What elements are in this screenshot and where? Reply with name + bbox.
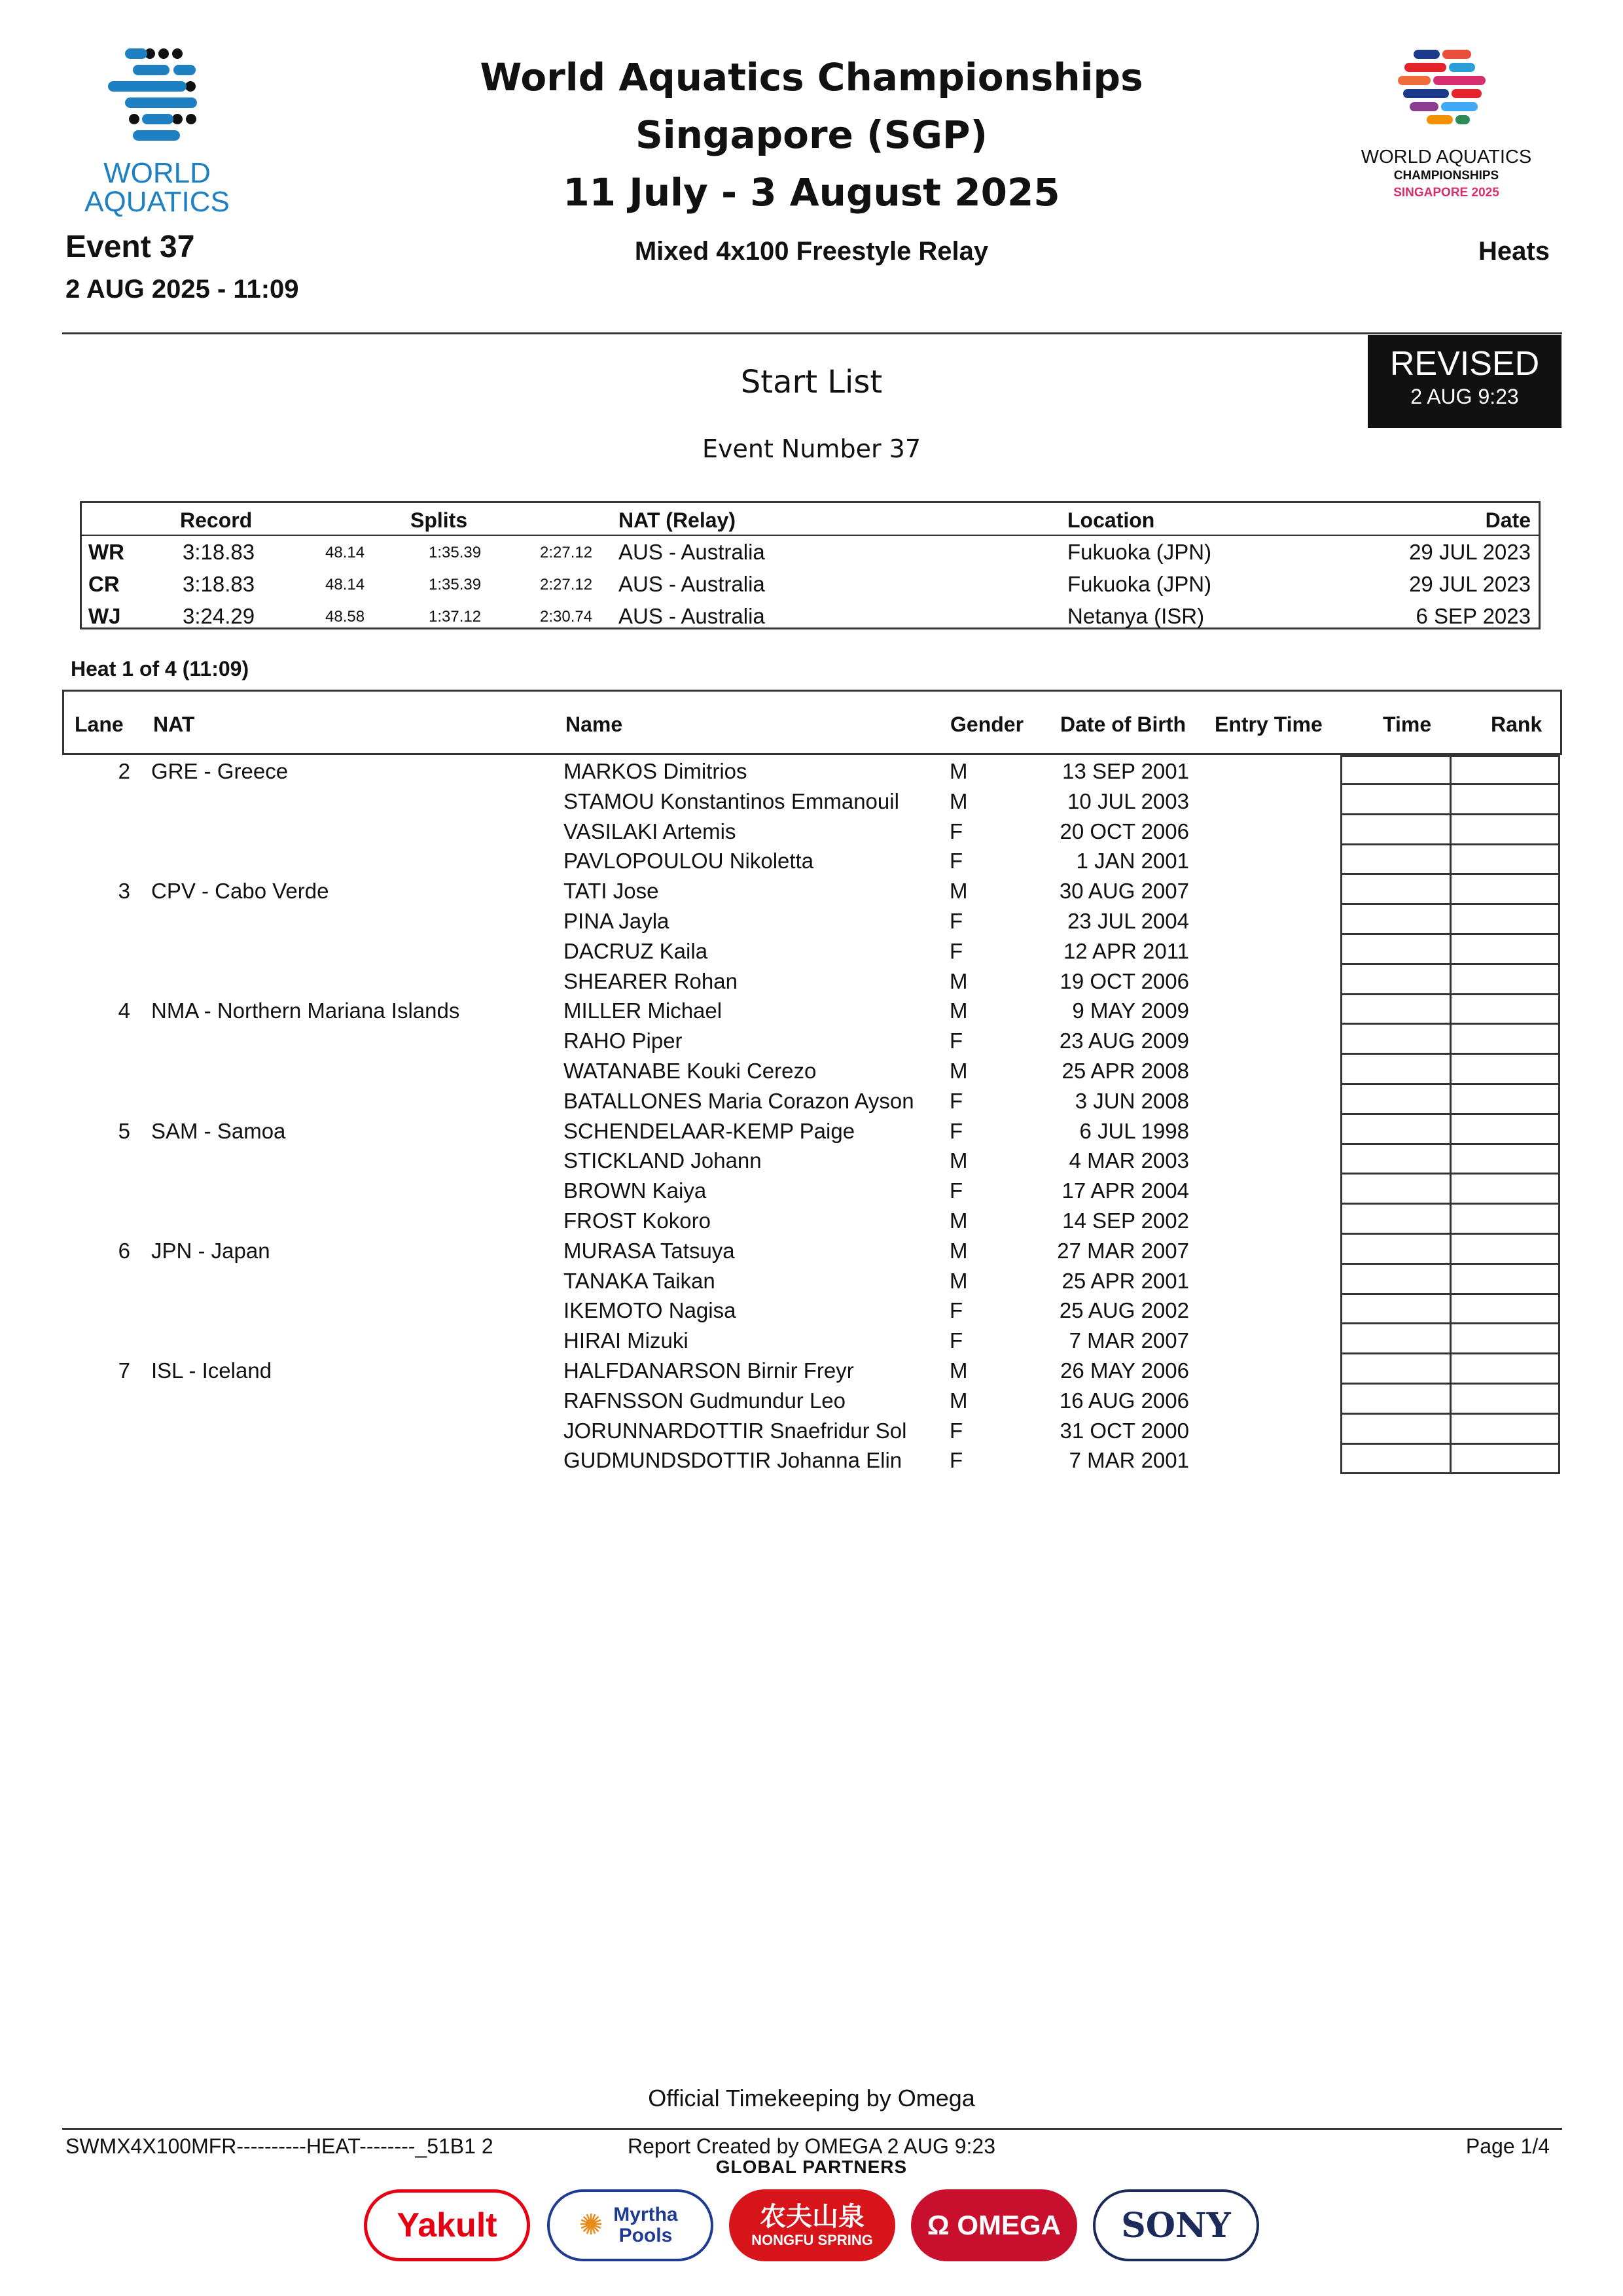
athlete-row <box>62 1294 1562 1324</box>
result-cells <box>1340 1235 1560 1265</box>
world-aquatics-mark-icon <box>62 44 252 156</box>
athlete-name: PAVLOPOULOU Nikoletta <box>563 849 814 874</box>
athlete-dob: 25 APR 2008 <box>1061 1059 1189 1083</box>
result-cell-divider <box>1450 757 1452 783</box>
header-lane: Lane <box>75 713 124 736</box>
athlete-name: BROWN Kaiya <box>563 1178 707 1203</box>
result-cell-divider <box>1450 1174 1452 1203</box>
athlete-dob: 4 MAR 2003 <box>1069 1148 1189 1173</box>
lane-number: 3 <box>118 879 130 904</box>
result-cell-divider <box>1450 1354 1452 1383</box>
result-cell-divider <box>1450 1294 1452 1322</box>
record-split-2: 1:35.39 <box>429 576 482 593</box>
athlete-row <box>62 905 1562 935</box>
athlete-gender: F <box>950 938 963 963</box>
record-split-3: 2:30.74 <box>540 608 593 626</box>
result-cells <box>1340 1265 1560 1295</box>
athlete-dob: 31 OCT 2000 <box>1060 1418 1189 1443</box>
header-entry-time: Entry Time <box>1215 713 1323 736</box>
athlete-gender: M <box>950 1059 968 1083</box>
result-cell-divider <box>1450 1444 1452 1472</box>
record-split-2: 1:37.12 <box>429 608 482 626</box>
sponsor-omega-text: Ω OMEGA <box>927 2210 1061 2240</box>
result-cells <box>1340 935 1560 965</box>
result-cell-divider <box>1450 1265 1452 1293</box>
sponsor-sony-logo <box>1093 2189 1259 2261</box>
result-cell-divider <box>1450 1324 1452 1352</box>
athlete-row <box>62 1115 1562 1145</box>
athlete-gender: M <box>950 759 968 783</box>
timekeeping-note: Official Timekeeping by Omega <box>648 2085 975 2111</box>
athlete-gender: F <box>950 1178 963 1203</box>
athlete-dob: 12 APR 2011 <box>1063 938 1189 963</box>
page-number: Page 1/4 <box>1465 2134 1550 2158</box>
athlete-name: HALFDANARSON Birnir Freyr <box>563 1358 854 1383</box>
athlete-name: IKEMOTO Nagisa <box>563 1298 736 1323</box>
athlete-gender: F <box>950 819 963 843</box>
athlete-row <box>62 1265 1562 1295</box>
team-nat: SAM - Samoa <box>151 1118 286 1143</box>
athlete-gender: M <box>950 998 968 1023</box>
sponsor-yakult-logo <box>364 2189 530 2261</box>
header-rank: Rank <box>1491 713 1543 736</box>
records-header-splits: Splits <box>410 508 468 532</box>
athlete-dob: 27 MAR 2007 <box>1057 1238 1189 1263</box>
lane-number: 4 <box>118 998 130 1023</box>
athlete-row <box>62 1324 1562 1354</box>
record-date: 6 SEP 2023 <box>1416 604 1531 628</box>
result-cell-divider <box>1450 1115 1452 1143</box>
record-time: 3:18.83 <box>183 540 255 564</box>
champ-logo-line-2: CHAMPIONSHIPS <box>1393 169 1499 183</box>
result-cells <box>1340 755 1560 785</box>
team-nat: GRE - Greece <box>151 759 289 783</box>
heat-title: Heat 1 of 4 (11:09) <box>71 657 249 680</box>
result-cell-divider <box>1450 875 1452 903</box>
result-cell-divider <box>1450 815 1452 843</box>
result-cells <box>1340 815 1560 845</box>
athlete-name: JORUNNARDOTTIR Snaefridur Sol <box>563 1418 907 1443</box>
result-cells <box>1340 905 1560 935</box>
athlete-dob: 23 AUG 2009 <box>1059 1029 1189 1053</box>
athlete-name: BATALLONES Maria Corazon Ayson <box>563 1088 914 1113</box>
result-cells <box>1340 995 1560 1025</box>
record-date: 29 JUL 2023 <box>1409 572 1531 596</box>
athlete-gender: F <box>950 1448 963 1473</box>
champ-logo-line-3: SINGAPORE 2025 <box>1393 186 1499 200</box>
championship-location: Singapore (SGP) <box>635 113 988 157</box>
athlete-gender: F <box>950 1298 963 1323</box>
result-cell-divider <box>1450 1025 1452 1053</box>
championships-mark-icon <box>1335 44 1558 143</box>
result-cell-divider <box>1450 1055 1452 1083</box>
record-row <box>82 567 1539 598</box>
athlete-name: SHEARER Rohan <box>563 968 738 993</box>
event-name: Mixed 4x100 Freestyle Relay <box>634 237 989 266</box>
athlete-gender: M <box>950 968 968 993</box>
result-cells <box>1340 1144 1560 1174</box>
record-nat: AUS - Australia <box>618 604 765 628</box>
sponsor-omega-logo <box>911 2189 1077 2261</box>
record-split-3: 2:27.12 <box>540 576 593 593</box>
result-cell-divider <box>1450 935 1452 963</box>
result-cell-divider <box>1450 1144 1452 1173</box>
championship-title-block <box>419 48 1204 221</box>
athlete-name: RAHO Piper <box>563 1029 683 1053</box>
athlete-dob: 20 OCT 2006 <box>1060 819 1189 843</box>
result-cells <box>1340 1415 1560 1445</box>
record-split-1: 48.14 <box>325 544 365 561</box>
revised-badge <box>1368 335 1561 428</box>
record-nat: AUS - Australia <box>618 540 765 564</box>
event-datetime: 2 AUG 2025 - 11:09 <box>65 275 299 304</box>
athlete-row <box>62 1444 1562 1474</box>
revised-label: REVISED <box>1389 345 1540 383</box>
record-row <box>82 599 1539 630</box>
result-cells <box>1340 785 1560 815</box>
result-cells <box>1340 1025 1560 1055</box>
records-header-record: Record <box>180 508 253 532</box>
revised-timestamp: 2 AUG 9:23 <box>1410 385 1519 408</box>
team-nat: ISL - Iceland <box>151 1358 272 1383</box>
records-header <box>82 503 1539 536</box>
result-cells <box>1340 965 1560 995</box>
athlete-dob: 16 AUG 2006 <box>1059 1388 1189 1413</box>
sponsor-yakult-text: Yakult <box>397 2206 497 2244</box>
athlete-dob: 10 JUL 2003 <box>1067 788 1189 813</box>
athlete-name: MARKOS Dimitrios <box>563 759 747 783</box>
result-cells <box>1340 1324 1560 1354</box>
athlete-name: MURASA Tatsuya <box>563 1238 735 1263</box>
athlete-row <box>62 1025 1562 1055</box>
athlete-dob: 25 APR 2001 <box>1061 1268 1189 1293</box>
start-list-title: Start List <box>740 364 883 400</box>
result-cells <box>1340 1174 1560 1205</box>
result-cells <box>1340 1085 1560 1115</box>
report-created: Report Created by OMEGA 2 AUG 9:23 <box>627 2134 996 2158</box>
athlete-row <box>62 815 1562 845</box>
record-split-3: 2:27.12 <box>540 544 593 561</box>
partners-title: GLOBAL PARTNERS <box>715 2157 908 2177</box>
athlete-gender: M <box>950 1268 968 1293</box>
result-cell-divider <box>1450 965 1452 993</box>
athlete-row <box>62 1085 1562 1115</box>
athlete-gender: M <box>950 1209 968 1233</box>
athlete-row <box>62 935 1562 965</box>
result-cell-divider <box>1450 995 1452 1023</box>
lane-number: 5 <box>118 1118 130 1143</box>
athlete-gender: M <box>950 1148 968 1173</box>
records-header-nat: NAT (Relay) <box>618 508 736 532</box>
lane-number: 6 <box>118 1238 130 1263</box>
athlete-dob: 7 MAR 2007 <box>1069 1328 1189 1353</box>
record-code: WR <box>88 540 124 564</box>
sponsor-nongfu-logo <box>729 2189 895 2261</box>
result-cell-divider <box>1450 1385 1452 1413</box>
championship-dates: 11 July - 3 August 2025 <box>563 170 1060 215</box>
athlete-dob: 14 SEP 2002 <box>1062 1209 1189 1233</box>
athlete-gender: M <box>950 1238 968 1263</box>
result-cell-divider <box>1450 785 1452 813</box>
athlete-row <box>62 845 1562 875</box>
athlete-gender: F <box>950 1088 963 1113</box>
athlete-row <box>62 995 1562 1025</box>
header-nat: NAT <box>153 713 195 736</box>
athlete-gender: M <box>950 1388 968 1413</box>
result-cells <box>1340 1354 1560 1385</box>
footer-divider <box>62 2128 1562 2130</box>
record-split-1: 48.14 <box>325 576 365 593</box>
athlete-gender: F <box>950 909 963 933</box>
athlete-name: TATI Jose <box>563 879 659 904</box>
record-time: 3:24.29 <box>183 604 255 628</box>
team-nat: CPV - Cabo Verde <box>151 879 329 904</box>
result-cells <box>1340 875 1560 905</box>
athlete-name: FROST Kokoro <box>563 1209 711 1233</box>
athlete-row <box>62 1235 1562 1265</box>
athlete-dob: 9 MAY 2009 <box>1072 998 1189 1023</box>
athlete-dob: 7 MAR 2001 <box>1069 1448 1189 1473</box>
athlete-name: MILLER Michael <box>563 998 722 1023</box>
start-list-header <box>62 690 1562 755</box>
header-dob: Date of Birth <box>1060 713 1186 736</box>
athlete-name: HIRAI Mizuki <box>563 1328 688 1353</box>
athlete-dob: 25 AUG 2002 <box>1059 1298 1189 1323</box>
athlete-name: RAFNSSON Gudmundur Leo <box>563 1388 846 1413</box>
record-split-1: 48.58 <box>325 608 365 626</box>
athlete-dob: 30 AUG 2007 <box>1059 879 1189 904</box>
wa-logo-word-1: WORLD <box>103 157 211 189</box>
athlete-row <box>62 755 1562 785</box>
athlete-row <box>62 1205 1562 1235</box>
champ-logo-line-1: WORLD AQUATICS <box>1361 147 1532 168</box>
athlete-name: DACRUZ Kaila <box>563 938 708 963</box>
result-cells <box>1340 1385 1560 1415</box>
result-cells <box>1340 1115 1560 1145</box>
result-cell-divider <box>1450 1205 1452 1233</box>
lane-number: 2 <box>118 759 130 783</box>
result-cells <box>1340 1055 1560 1085</box>
header-name: Name <box>565 713 623 736</box>
athlete-gender: M <box>950 1358 968 1383</box>
athlete-name: TANAKA Taikan <box>563 1268 715 1293</box>
report-code: SWMX4X100MFR----------HEAT--------_51B1 2 <box>65 2134 493 2158</box>
athlete-gender: M <box>950 879 968 904</box>
event-number: Event Number 37 <box>702 434 921 463</box>
event-phase: Heats <box>1478 237 1550 266</box>
championship-name: World Aquatics Championships <box>480 55 1143 99</box>
athlete-row <box>62 1385 1562 1415</box>
record-date: 29 JUL 2023 <box>1409 540 1531 564</box>
championships-logo <box>1335 44 1558 208</box>
athlete-name: WATANABE Kouki Cerezo <box>563 1059 817 1083</box>
athlete-dob: 17 APR 2004 <box>1061 1178 1189 1203</box>
athlete-dob: 19 OCT 2006 <box>1060 968 1189 993</box>
record-location: Fukuoka (JPN) <box>1067 540 1212 564</box>
athlete-gender: M <box>950 788 968 813</box>
sponsor-sony-text: SONY <box>1121 2205 1231 2246</box>
athlete-gender: F <box>950 849 963 874</box>
athlete-row <box>62 1354 1562 1385</box>
record-row <box>82 535 1539 566</box>
athlete-row <box>62 965 1562 995</box>
result-cell-divider <box>1450 845 1452 873</box>
athlete-row <box>62 1055 1562 1085</box>
header-divider <box>62 332 1562 334</box>
athlete-name: PINA Jayla <box>563 909 669 933</box>
record-location: Netanya (ISR) <box>1067 604 1205 628</box>
record-code: WJ <box>88 604 121 628</box>
athlete-dob: 26 MAY 2006 <box>1060 1358 1189 1383</box>
lane-number: 7 <box>118 1358 130 1383</box>
myrtha-sun-icon: ✺ <box>579 2209 603 2241</box>
world-aquatics-logo <box>62 44 252 218</box>
athlete-gender: F <box>950 1118 963 1143</box>
athlete-dob: 23 JUL 2004 <box>1067 909 1189 933</box>
athlete-dob: 6 JUL 1998 <box>1079 1118 1189 1143</box>
wa-logo-word-2: AQUATICS <box>84 186 230 218</box>
result-cells <box>1340 1294 1560 1324</box>
team-nat: JPN - Japan <box>151 1238 270 1263</box>
athlete-row <box>62 1174 1562 1205</box>
result-cell-divider <box>1450 1085 1452 1113</box>
sponsor-nongfu-text-cn: 农夫山泉 <box>760 2202 865 2232</box>
athlete-row <box>62 875 1562 905</box>
event-title: Event 37 <box>65 230 195 264</box>
records-header-location: Location <box>1067 508 1155 532</box>
athlete-row <box>62 1415 1562 1445</box>
sponsor-myrtha-text: Myrtha Pools <box>613 2204 678 2246</box>
record-location: Fukuoka (JPN) <box>1067 572 1212 596</box>
athlete-row <box>62 1144 1562 1174</box>
athlete-name: VASILAKI Artemis <box>563 819 736 843</box>
header-time: Time <box>1383 713 1432 736</box>
athlete-dob: 13 SEP 2001 <box>1062 759 1189 783</box>
result-cell-divider <box>1450 1415 1452 1443</box>
athlete-gender: F <box>950 1029 963 1053</box>
record-split-2: 1:35.39 <box>429 544 482 561</box>
record-nat: AUS - Australia <box>618 572 765 596</box>
result-cell-divider <box>1450 1235 1452 1263</box>
athlete-gender: F <box>950 1418 963 1443</box>
athlete-name: SCHENDELAAR-KEMP Paige <box>563 1118 855 1143</box>
result-cells <box>1340 1444 1560 1474</box>
sponsor-nongfu-text: NONGFU SPRING <box>751 2232 873 2248</box>
records-table <box>80 501 1541 629</box>
record-code: CR <box>88 572 120 596</box>
athlete-name: STAMOU Konstantinos Emmanouil <box>563 788 899 813</box>
athlete-dob: 3 JUN 2008 <box>1075 1088 1189 1113</box>
athlete-dob: 1 JAN 2001 <box>1076 849 1189 874</box>
athlete-gender: F <box>950 1328 963 1353</box>
result-cells <box>1340 845 1560 875</box>
result-cell-divider <box>1450 905 1452 933</box>
record-time: 3:18.83 <box>183 572 255 596</box>
header-gender: Gender <box>950 713 1024 736</box>
athlete-row <box>62 785 1562 815</box>
athlete-name: STICKLAND Johann <box>563 1148 762 1173</box>
result-cells <box>1340 1205 1560 1235</box>
team-nat: NMA - Northern Mariana Islands <box>151 998 460 1023</box>
records-header-date: Date <box>1485 508 1531 532</box>
sponsor-myrtha-logo <box>547 2189 713 2261</box>
athlete-name: GUDMUNDSDOTTIR Johanna Elin <box>563 1448 902 1473</box>
